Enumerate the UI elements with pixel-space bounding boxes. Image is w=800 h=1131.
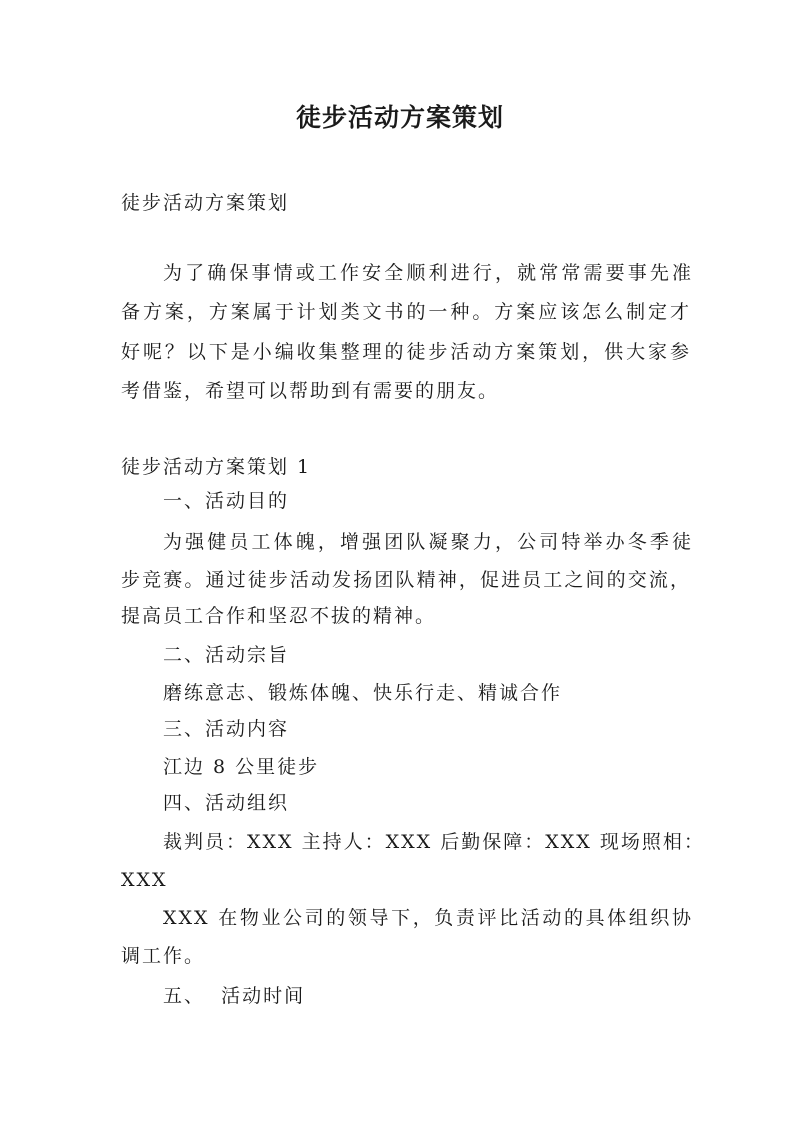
purpose-line-2: 步竞赛。通过徒步活动发扬团队精神，促进员工之间的交流， <box>121 569 691 591</box>
document-subtitle: 徒步活动方案策划 <box>121 192 290 214</box>
section-heading: 徒步活动方案策划 1 <box>121 456 312 478</box>
aim-text: 磨练意志、锻炼体魄、快乐行走、精诚合作 <box>163 682 563 704</box>
heading-aim: 二、活动宗旨 <box>163 644 290 666</box>
heading-purpose: 一、活动目的 <box>163 490 290 512</box>
intro-line-2: 备方案，方案属于计划类文书的一种。方案应该怎么制定才 <box>121 301 691 323</box>
purpose-line-3: 提高员工合作和坚忍不拔的精神。 <box>121 605 437 627</box>
heading-organization: 四、活动组织 <box>163 792 290 814</box>
organization-desc-line-1: XXX 在物业公司的领导下，负责评比活动的具体组织协 <box>163 907 693 929</box>
organization-line-2: XXX <box>121 869 168 891</box>
purpose-line-1: 为强健员工体魄，增强团队凝聚力，公司特举办冬季徒 <box>163 531 693 553</box>
organization-line-1: 裁判员：XXX 主持人：XXX 后勤保障：XXX 现场照相： <box>163 831 705 853</box>
intro-line-1: 为了确保事情或工作安全顺利进行，就常常需要事先准 <box>163 262 693 284</box>
intro-line-4: 考借鉴，希望可以帮助到有需要的朋友。 <box>121 380 500 402</box>
heading-time: 五、 活动时间 <box>163 985 306 1007</box>
document-title: 徒步活动方案策划 <box>295 103 504 132</box>
content-text: 江边 8 公里徒步 <box>163 756 320 778</box>
organization-desc-line-2: 调工作。 <box>121 945 206 967</box>
heading-content: 三、活动内容 <box>163 718 290 740</box>
intro-line-3: 好呢？以下是小编收集整理的徒步活动方案策划，供大家参 <box>121 341 691 363</box>
